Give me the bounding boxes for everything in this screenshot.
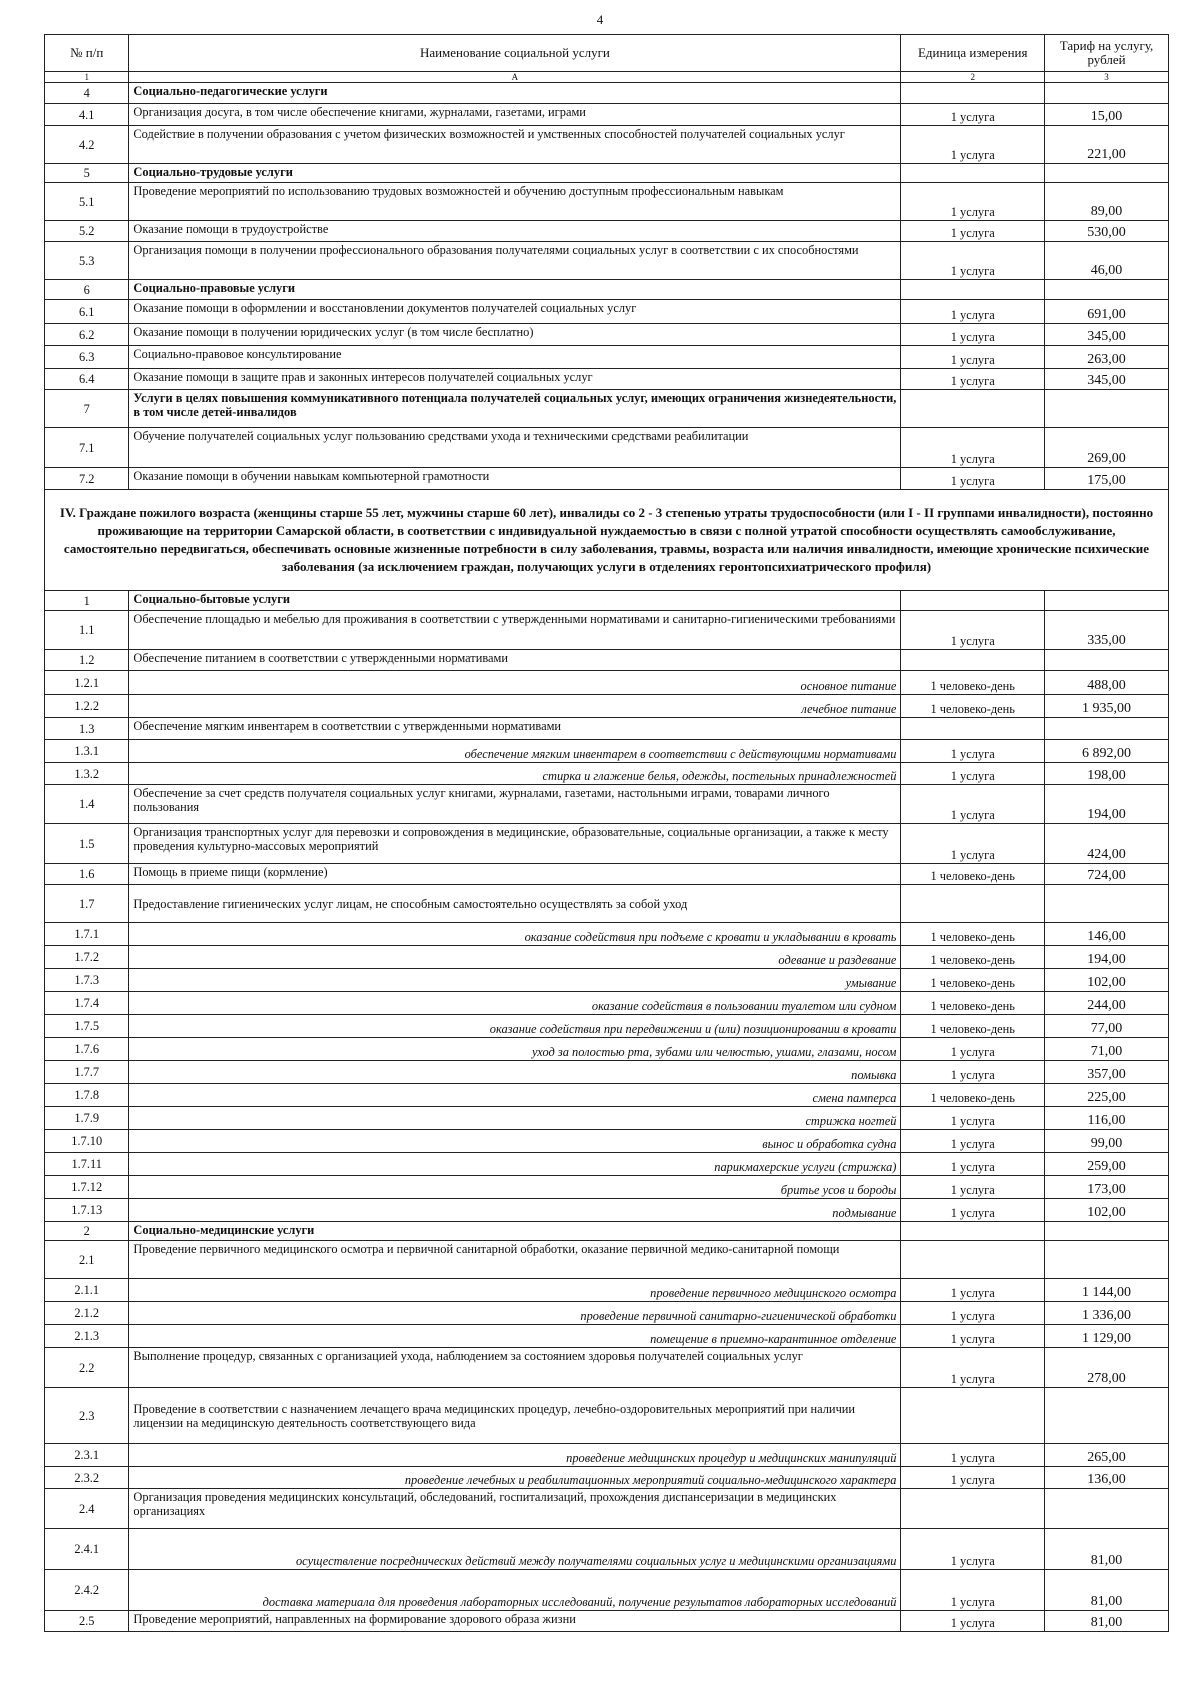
unit-of-measure: 1 услуга [901,1130,1045,1153]
row-number: 1.2 [45,650,129,671]
unit-of-measure [901,1241,1045,1279]
unit-of-measure: 1 услуга [901,1467,1045,1489]
service-name: подмывание [129,1199,901,1222]
tariff-value: 357,00 [1045,1061,1169,1084]
service-name: Обеспечение площадью и мебелью для проживания в соответствии с утвержденными нормативами и санитарно-гигиеническими требованиями [129,611,901,650]
table-row [45,992,1169,1015]
table-row [45,969,1169,992]
unit-of-measure [901,83,1045,104]
tariff-value: 724,00 [1045,864,1169,885]
unit-of-measure [901,1388,1045,1444]
table-row [45,1241,1169,1279]
table-row [45,1153,1169,1176]
row-number: 1.7.7 [45,1061,129,1084]
tariff-value: 46,00 [1045,242,1169,280]
tariff-value [1045,718,1169,740]
row-number: 4.2 [45,126,129,164]
tariff-value: 265,00 [1045,1444,1169,1467]
service-name: проведение первичной санитарно-гигиенической обработки [129,1302,901,1325]
tariff-value: 1 144,00 [1045,1279,1169,1302]
service-name: оказание содействия при подъеме с кровати и укладывании в кровать [129,923,901,946]
tariff-value: 81,00 [1045,1570,1169,1611]
unit-of-measure: 1 человеко-день [901,1084,1045,1107]
column-index: 2 [901,72,1045,83]
service-name: Обеспечение питанием в соответствии с утвержденными нормативами [129,650,901,671]
tariff-value: 345,00 [1045,369,1169,390]
table-row [45,126,1169,164]
row-number: 6.2 [45,324,129,346]
tariff-value [1045,591,1169,611]
table-row [45,1325,1169,1348]
table-row [45,1279,1169,1302]
row-number: 2.4.1 [45,1529,129,1570]
unit-of-measure: 1 услуга [901,428,1045,468]
row-number: 1.4 [45,785,129,824]
row-number: 2.4 [45,1489,129,1529]
service-name: Оказание помощи в трудоустройстве [129,221,901,242]
unit-of-measure: 1 человеко-день [901,923,1045,946]
header-unit: Единица измерения [901,35,1045,72]
service-name: Социально-правовые услуги [129,280,901,300]
table-row [45,369,1169,390]
table-row [45,740,1169,763]
service-name: уход за полостью рта, зубами или челюстью, ушами, глазами, носом [129,1038,901,1061]
table-row [45,864,1169,885]
table-row [45,346,1169,369]
row-number: 2.1.2 [45,1302,129,1325]
unit-of-measure: 1 услуга [901,346,1045,369]
column-index-row [45,72,1169,83]
unit-of-measure: 1 услуга [901,785,1045,824]
service-name: Предоставление гигиенических услуг лицам, не способным самостоятельно осуществлять за собой уход [129,885,901,923]
row-number: 1.7.10 [45,1130,129,1153]
table-row [45,1084,1169,1107]
unit-of-measure: 1 услуга [901,300,1045,324]
table-row [45,1199,1169,1222]
table-row [45,923,1169,946]
service-name: умывание [129,969,901,992]
tariff-value: 81,00 [1045,1529,1169,1570]
service-name: одевание и раздевание [129,946,901,969]
table-row [45,468,1169,490]
row-number: 2.3 [45,1388,129,1444]
unit-of-measure: 1 услуга [901,1107,1045,1130]
table-row [45,1015,1169,1038]
row-number: 2 [45,1222,129,1241]
row-number: 1.7.11 [45,1153,129,1176]
tariff-value: 263,00 [1045,346,1169,369]
service-name: Помощь в приеме пищи (кормление) [129,864,901,885]
section-row [45,280,1169,300]
service-name: Социально-правовое консультирование [129,346,901,369]
tariff-value [1045,650,1169,671]
unit-of-measure: 1 услуга [901,824,1045,864]
service-name: Организация проведения медицинских консультаций, обследований, госпитализаций, прохождения диспансеризации в медицинских организациях [129,1489,901,1529]
service-name: Социально-медицинские услуги [129,1222,901,1241]
row-number: 1.7.13 [45,1199,129,1222]
table-row [45,1611,1169,1632]
unit-of-measure: 1 человеко-день [901,671,1045,695]
tariff-value: 259,00 [1045,1153,1169,1176]
unit-of-measure [901,164,1045,183]
group-heading: IV. Граждане пожилого возраста (женщины старше 55 лет, мужчины старше 60 лет), инвалиды со 2 - 3 степенью утраты трудоспособности (или I - II группами инвалидности), постоянно проживающие на территории Самарской области, в соответствии с индивидуальной нуждаемостью в связи с полной утратой способности осуществлять самообслуживание, самостоятельно передвигаться, обеспечивать основные жизненные потребности в силу заболевания, травмы, возраста или наличия инвалидности, имеющие хронические психические заболевания (за исключением граждан, получающих услуги в отделениях геронтопсихиатрического профиля) [45,490,1169,591]
unit-of-measure: 1 услуга [901,1176,1045,1199]
tariff-value: 335,00 [1045,611,1169,650]
tariff-value: 1 129,00 [1045,1325,1169,1348]
tariff-value: 221,00 [1045,126,1169,164]
table-row [45,1529,1169,1570]
row-number: 1.7.5 [45,1015,129,1038]
header-tariff: Тариф на услугу, рублей [1045,35,1169,72]
unit-of-measure: 1 услуга [901,242,1045,280]
tariff-value: 15,00 [1045,104,1169,126]
row-number: 1.2.2 [45,695,129,718]
unit-of-measure: 1 человеко-день [901,695,1045,718]
service-name: Социально-педагогические услуги [129,83,901,104]
row-number: 2.3.1 [45,1444,129,1467]
service-name: помывка [129,1061,901,1084]
row-number: 6.3 [45,346,129,369]
row-number: 1.7.6 [45,1038,129,1061]
table-row [45,221,1169,242]
tariff-value: 488,00 [1045,671,1169,695]
service-name: Оказание помощи в обучении навыкам компьютерной грамотности [129,468,901,490]
service-name: лечебное питание [129,695,901,718]
unit-of-measure [901,885,1045,923]
service-name: Проведение мероприятий, направленных на формирование здорового образа жизни [129,1611,901,1632]
table-row [45,671,1169,695]
tariff-value: 530,00 [1045,221,1169,242]
header-name: Наименование социальной услуги [129,35,901,72]
row-number: 2.5 [45,1611,129,1632]
row-number: 4 [45,83,129,104]
tariff-value: 1 935,00 [1045,695,1169,718]
service-name: Проведение мероприятий по использованию трудовых возможностей и обучению доступным профессиональным навыкам [129,183,901,221]
service-name: основное питание [129,671,901,695]
tariff-value: 175,00 [1045,468,1169,490]
service-name: обеспечение мягким инвентарем в соответствии с действующими нормативами [129,740,901,763]
row-number: 2.1 [45,1241,129,1279]
header-no: № п/п [45,35,129,72]
tariff-value: 99,00 [1045,1130,1169,1153]
tariff-value: 77,00 [1045,1015,1169,1038]
unit-of-measure: 1 услуга [901,221,1045,242]
tariff-value [1045,1388,1169,1444]
table-row [45,183,1169,221]
row-number: 1.3.2 [45,763,129,785]
table-row [45,763,1169,785]
row-number: 7 [45,390,129,428]
service-name: проведение первичного медицинского осмотра [129,1279,901,1302]
row-number: 2.4.2 [45,1570,129,1611]
table-body [45,83,1169,1632]
unit-of-measure: 1 услуга [901,763,1045,785]
tariff-value [1045,164,1169,183]
table-row [45,824,1169,864]
table-row [45,1061,1169,1084]
tariff-value [1045,1241,1169,1279]
row-number: 4.1 [45,104,129,126]
unit-of-measure: 1 услуга [901,1153,1045,1176]
tariff-value: 244,00 [1045,992,1169,1015]
service-name: Содействие в получении образования с учетом физических возможностей и умственных способностей получателей социальных услуг [129,126,901,164]
unit-of-measure [901,390,1045,428]
table-row [45,885,1169,923]
table-row [45,428,1169,468]
tariff-value: 81,00 [1045,1611,1169,1632]
service-name: стирка и глажение белья, одежды, постельных принадлежностей [129,763,901,785]
table-row [45,1388,1169,1444]
unit-of-measure [901,591,1045,611]
unit-of-measure: 1 услуга [901,1529,1045,1570]
service-name: Обучение получателей социальных услуг пользованию средствами ухода и техническими средствами реабилитации [129,428,901,468]
unit-of-measure [901,650,1045,671]
row-number: 1.7.9 [45,1107,129,1130]
service-name: стрижка ногтей [129,1107,901,1130]
column-index: 1 [45,72,129,83]
service-name: осуществление посреднических действий между получателями социальных услуг и медицинскими организациями [129,1529,901,1570]
tariff-value: 278,00 [1045,1348,1169,1388]
row-number: 1.7.8 [45,1084,129,1107]
row-number: 1.2.1 [45,671,129,695]
tariff-value: 198,00 [1045,763,1169,785]
unit-of-measure: 1 услуга [901,126,1045,164]
service-name: Услуги в целях повышения коммуникативного потенциала получателей социальных услуг, имеющих ограничения жизнедеятельности, в том числе детей-инвалидов [129,390,901,428]
row-number: 1.1 [45,611,129,650]
group-heading-row [45,490,1169,591]
row-number: 1.7.3 [45,969,129,992]
row-number: 7.2 [45,468,129,490]
row-number: 5.2 [45,221,129,242]
row-number: 2.1.1 [45,1279,129,1302]
tariff-value [1045,885,1169,923]
row-number: 6.4 [45,369,129,390]
service-name: Оказание помощи в защите прав и законных интересов получателей социальных услуг [129,369,901,390]
tariff-value [1045,280,1169,300]
tariff-value: 71,00 [1045,1038,1169,1061]
row-number: 6.1 [45,300,129,324]
unit-of-measure: 1 услуга [901,183,1045,221]
row-number: 2.1.3 [45,1325,129,1348]
tariff-value: 102,00 [1045,1199,1169,1222]
section-row [45,164,1169,183]
service-name: Социально-трудовые услуги [129,164,901,183]
unit-of-measure: 1 человеко-день [901,946,1045,969]
section-row [45,591,1169,611]
row-number: 1.7.1 [45,923,129,946]
unit-of-measure: 1 услуга [901,1611,1045,1632]
tariff-value: 269,00 [1045,428,1169,468]
service-name: проведение лечебных и реабилитационных мероприятий социально-медицинского характера [129,1467,901,1489]
row-number: 1.7 [45,885,129,923]
unit-of-measure [901,1222,1045,1241]
row-number: 1.3.1 [45,740,129,763]
service-name: парикмахерские услуги (стрижка) [129,1153,901,1176]
service-name: доставка материала для проведения лабораторных исследований, получение результатов лабораторных исследований [129,1570,901,1611]
service-name: вынос и обработка судна [129,1130,901,1153]
row-number: 5.3 [45,242,129,280]
unit-of-measure: 1 услуга [901,369,1045,390]
tariff-value: 136,00 [1045,1467,1169,1489]
service-name: Обеспечение за счет средств получателя социальных услуг книгами, журналами, газетами, настольными играми, товарами личного пользования [129,785,901,824]
row-number: 7.1 [45,428,129,468]
table-row [45,785,1169,824]
tariff-value [1045,390,1169,428]
unit-of-measure [901,1489,1045,1529]
unit-of-measure: 1 услуга [901,468,1045,490]
tariff-table [44,34,1169,1632]
unit-of-measure: 1 услуга [901,1348,1045,1388]
table-row [45,718,1169,740]
row-number: 1 [45,591,129,611]
row-number: 6 [45,280,129,300]
row-number: 1.7.4 [45,992,129,1015]
unit-of-measure: 1 услуга [901,324,1045,346]
unit-of-measure: 1 услуга [901,611,1045,650]
row-number: 2.2 [45,1348,129,1388]
row-number: 1.3 [45,718,129,740]
service-name: оказание содействия при передвижении и (или) позиционировании в кровати [129,1015,901,1038]
tariff-value: 146,00 [1045,923,1169,946]
table-row [45,300,1169,324]
tariff-value: 225,00 [1045,1084,1169,1107]
unit-of-measure: 1 услуга [901,1199,1045,1222]
header-row [45,35,1169,72]
tariff-value: 173,00 [1045,1176,1169,1199]
table-row [45,611,1169,650]
service-name: помещение в приемно-карантинное отделение [129,1325,901,1348]
service-name: бритье усов и бороды [129,1176,901,1199]
table-row [45,1348,1169,1388]
table-row [45,695,1169,718]
tariff-value: 424,00 [1045,824,1169,864]
tariff-value: 116,00 [1045,1107,1169,1130]
unit-of-measure: 1 услуга [901,1444,1045,1467]
unit-of-measure [901,280,1045,300]
table-row [45,242,1169,280]
tariff-value: 194,00 [1045,785,1169,824]
unit-of-measure: 1 услуга [901,1570,1045,1611]
row-number: 1.6 [45,864,129,885]
service-name: Выполнение процедур, связанных с организацией ухода, наблюдением за состоянием здоровья получателей социальных услуг [129,1348,901,1388]
column-index: А [129,72,901,83]
page-number: 4 [596,12,604,27]
service-name: Оказание помощи в получении юридических услуг (в том числе бесплатно) [129,324,901,346]
table-row [45,1038,1169,1061]
table-row [45,1444,1169,1467]
table-row [45,1489,1169,1529]
table-row [45,104,1169,126]
row-number: 1.5 [45,824,129,864]
tariff-value: 345,00 [1045,324,1169,346]
tariff-value: 6 892,00 [1045,740,1169,763]
unit-of-measure: 1 услуга [901,1302,1045,1325]
table-row [45,650,1169,671]
service-name: Проведение первичного медицинского осмотра и первичной санитарной обработки, оказание первичной медико-санитарной помощи [129,1241,901,1279]
table-row [45,1107,1169,1130]
service-name: смена памперса [129,1084,901,1107]
service-name: Проведение в соответствии с назначением лечащего врача медицинских процедур, лечебно-оздоровительных мероприятий при наличии лицензии на медицинскую деятельность соответствующего вида [129,1388,901,1444]
row-number: 5.1 [45,183,129,221]
unit-of-measure: 1 человеко-день [901,1015,1045,1038]
unit-of-measure: 1 человеко-день [901,992,1045,1015]
unit-of-measure: 1 услуга [901,1279,1045,1302]
table-row [45,324,1169,346]
row-number: 1.7.2 [45,946,129,969]
service-name: Обеспечение мягким инвентарем в соответствии с утвержденными нормативами [129,718,901,740]
tariff-value [1045,83,1169,104]
section-row [45,83,1169,104]
row-number: 2.3.2 [45,1467,129,1489]
unit-of-measure: 1 человеко-день [901,864,1045,885]
service-name: Оказание помощи в оформлении и восстановлении документов получателей социальных услуг [129,300,901,324]
unit-of-measure: 1 услуга [901,1061,1045,1084]
table-row [45,1570,1169,1611]
tariff-value: 102,00 [1045,969,1169,992]
tariff-value: 89,00 [1045,183,1169,221]
table-row [45,946,1169,969]
unit-of-measure: 1 услуга [901,740,1045,763]
tariff-value: 691,00 [1045,300,1169,324]
unit-of-measure: 1 услуга [901,1038,1045,1061]
unit-of-measure: 1 услуга [901,1325,1045,1348]
row-number: 1.7.12 [45,1176,129,1199]
tariff-value [1045,1222,1169,1241]
service-name: Организация транспортных услуг для перевозки и сопровождения в медицинские, образовательные, социальные организации, а также к месту проведения культурно-массовых мероприятий [129,824,901,864]
service-name: оказание содействия в пользовании туалетом или судном [129,992,901,1015]
unit-of-measure [901,718,1045,740]
table-row [45,1176,1169,1199]
unit-of-measure: 1 человеко-день [901,969,1045,992]
service-name: Организация досуга, в том числе обеспечение книгами, журналами, газетами, играми [129,104,901,126]
table-row [45,1467,1169,1489]
unit-of-measure: 1 услуга [901,104,1045,126]
tariff-value: 194,00 [1045,946,1169,969]
section-row [45,1222,1169,1241]
row-number: 5 [45,164,129,183]
column-index: 3 [1045,72,1169,83]
tariff-value [1045,1489,1169,1529]
section-row [45,390,1169,428]
service-name: проведение медицинских процедур и медицинских манипуляций [129,1444,901,1467]
table-row [45,1302,1169,1325]
table-row [45,1130,1169,1153]
service-name: Организация помощи в получении профессионального образования получателями социальных услуг в соответствии с их способностями [129,242,901,280]
service-name: Социально-бытовые услуги [129,591,901,611]
tariff-value: 1 336,00 [1045,1302,1169,1325]
